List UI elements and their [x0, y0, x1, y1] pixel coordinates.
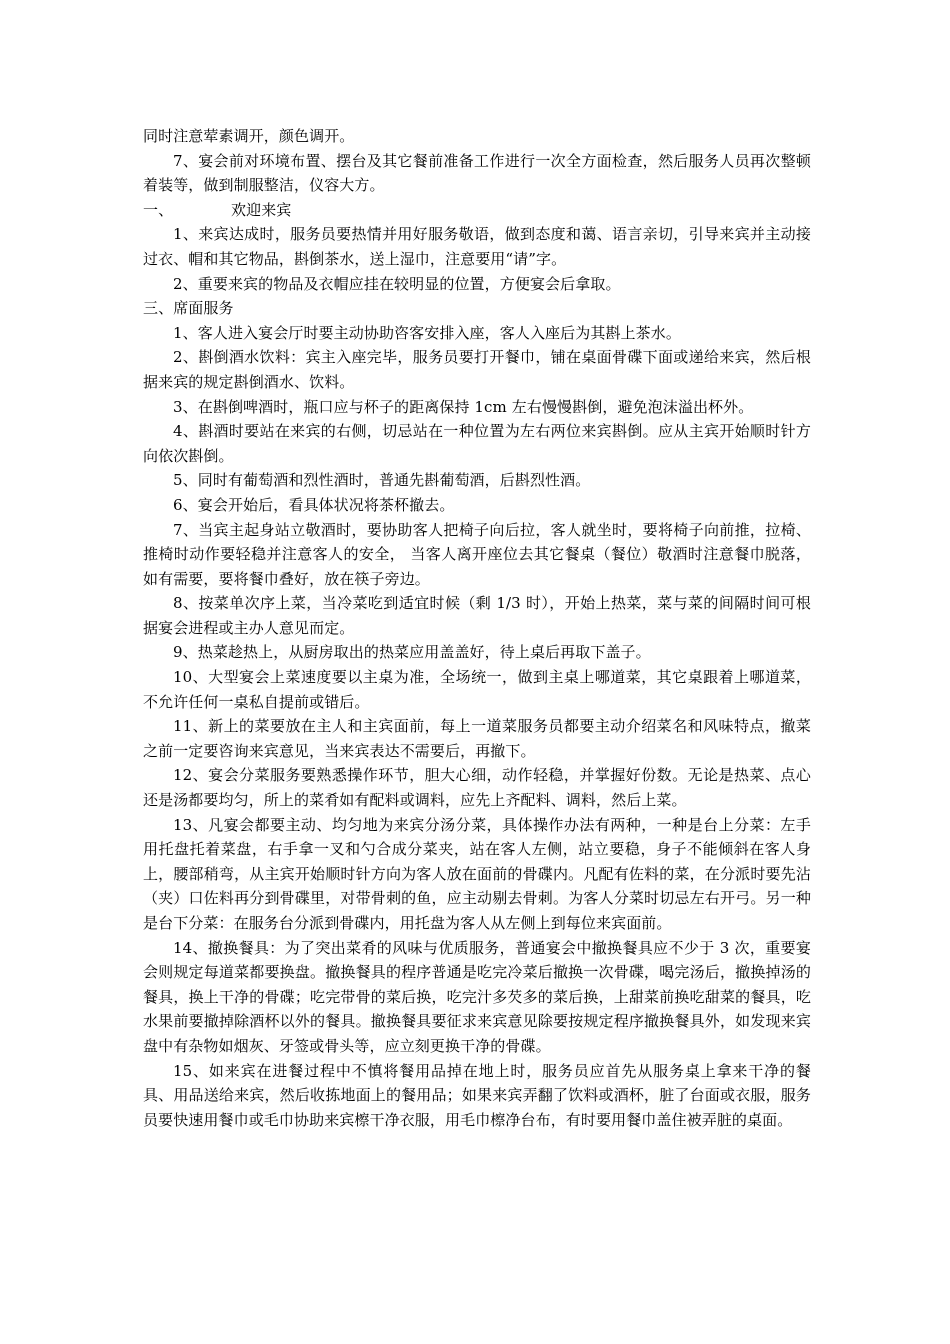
- section-number: 一、: [143, 200, 174, 219]
- table-item-7: 7、当宾主起身站立敬酒时，要协助客人把椅子向后拉，客人就坐时，要将椅子向前推，拉椅、推椅时动作要轻稳并注意客人的安全， 当客人离开座位去其它餐桌（餐位）敬酒时注意餐巾脱落，如有需要，要将餐巾叠好，放在筷子旁边。: [143, 520, 811, 588]
- table-item-14: 14、撤换餐具：为了突出菜肴的风味与优质服务，普通宴会中撤换餐具应不少于 3 次，重要宴会则规定每道菜都要换盘。撤换餐具的程序普通是吃完冷菜后撤换一次骨碟，喝完汤后，撤换掉汤的餐具，换上干净的骨碟；吃完带骨的菜后换，吃完汁多芡多的菜后换，上甜菜前换吃甜菜的餐具，吃水果前要撤掉除酒杯以外的餐具。撤换餐具要征求来宾意见除要按规定程序撤换餐具外，如发现来宾盘中有杂物如烟灰、牙签或骨头等，应立刻更换干净的骨碟。: [143, 938, 811, 1055]
- table-item-9: 9、热菜趁热上，从厨房取出的热菜应用盖盖好，待上桌后再取下盖子。: [173, 643, 651, 662]
- table-item-15: 15、如来宾在进餐过程中不慎将餐用品掉在地上时，服务员应首先从服务桌上拿来干净的餐具、用品送给来宾，然后收拣地面上的餐用品；如果来宾弄翻了饮料或酒杯，脏了台面或衣服，服务员要快速用餐巾或毛巾协助来宾檫干净衣服，用毛巾檫净台布，有时要用餐巾盖住被弄脏的桌面。: [143, 1061, 811, 1129]
- lead-line: 同时注意荤素调开，颜色调开。: [143, 127, 355, 145]
- table-item-2: 2、斟倒酒水饮料：宾主入座完毕，服务员要打开餐巾，铺在桌面骨碟下面或递给来宾，然后根据来宾的规定斟倒酒水、饮料。: [143, 348, 811, 391]
- table-item-6: 6、宴会开始后，看具体状况将茶杯撤去。: [173, 495, 455, 514]
- section-title: 欢迎来宾: [231, 200, 292, 219]
- table-item-3: 3、在斟倒啤酒时，瓶口应与杯子的距离保持 1cm 左右慢慢斟倒，避免泡沫溢出杯外。: [173, 397, 754, 416]
- table-item-12: 12、宴会分菜服务要熟悉操作环节，胆大心细，动作轻稳，并掌握好份数。无论是热菜、点心还是汤都要均匀，所上的菜肴如有配料或调料，应先上齐配料、调料，然后上菜。: [143, 766, 811, 810]
- table-item-5: 5、同时有葡萄酒和烈性酒时，普通先斟葡萄酒，后斟烈性酒。: [173, 471, 591, 490]
- document-body: [143, 124, 811, 1132]
- section-heading-welcome: [143, 198, 811, 223]
- welcome-item-2: 2、重要来宾的物品及衣帽应挂在较明显的位置，方便宴会后拿取。: [173, 274, 621, 293]
- prep-item-7: 7、宴会前对环境布置、摆台及其它餐前准备工作进行一次全方面检查，然后服务人员再次整顿着装等，做到制服整洁，仪容大方。: [143, 151, 811, 195]
- table-item-4: 4、斟酒时要站在来宾的右侧，切忌站在一种位置为左右两位来宾斟倒。应从主宾开始顺时针方向依次斟倒。: [143, 422, 811, 465]
- table-item-13: 13、凡宴会都要主动、均匀地为来宾分汤分菜，具体操作办法有两种，一种是台上分菜：左手用托盘托着菜盘，右手拿一叉和勺合成分菜夹，站在客人左侧，站立要稳，身子不能倾斜在客人身上，腰部稍弯，从主宾开始顺时针方向为客人放在面前的骨碟内。凡配有佐料的菜，在分派时要先沾（夹）口佐料再分到骨碟里，对带骨刺的鱼，应主动剔去骨刺。为客人分菜时切忌左右开弓。另一种是台下分菜：在服务台分派到骨碟内，用托盘为客人从左侧上到每位来宾面前。: [143, 815, 811, 932]
- table-item-10: 10、大型宴会上菜速度要以主桌为准，全场统一，做到主桌上哪道菜，其它桌跟着上哪道菜，不允许任何一桌私自提前或错后。: [143, 668, 811, 711]
- table-item-1: 1、客人进入宴会厅时要主动协助咨客安排入座，客人入座后为其斟上茶水。: [173, 323, 681, 342]
- section-heading-table-service: 三、席面服务: [143, 299, 234, 318]
- table-item-11: 11、新上的菜要放在主人和主宾面前，每上一道菜服务员都要主动介绍菜名和风味特点，撤菜之前一定要咨询来宾意见，当来宾表达不需要后，再撤下。: [143, 717, 811, 760]
- table-item-8: 8、按菜单次序上菜，当冷菜吃到适宜时候（剩 1/3 时），开始上热菜，菜与菜的间隔时间可根据宴会进程或主办人意见而定。: [143, 594, 811, 637]
- welcome-item-1: 1、来宾达成时，服务员要热情并用好服务敬语，做到态度和蔼、语言亲切，引导来宾并主动接过衣、帽和其它物品，斟倒茶水，送上湿巾，注意要用“请”字。: [143, 225, 811, 268]
